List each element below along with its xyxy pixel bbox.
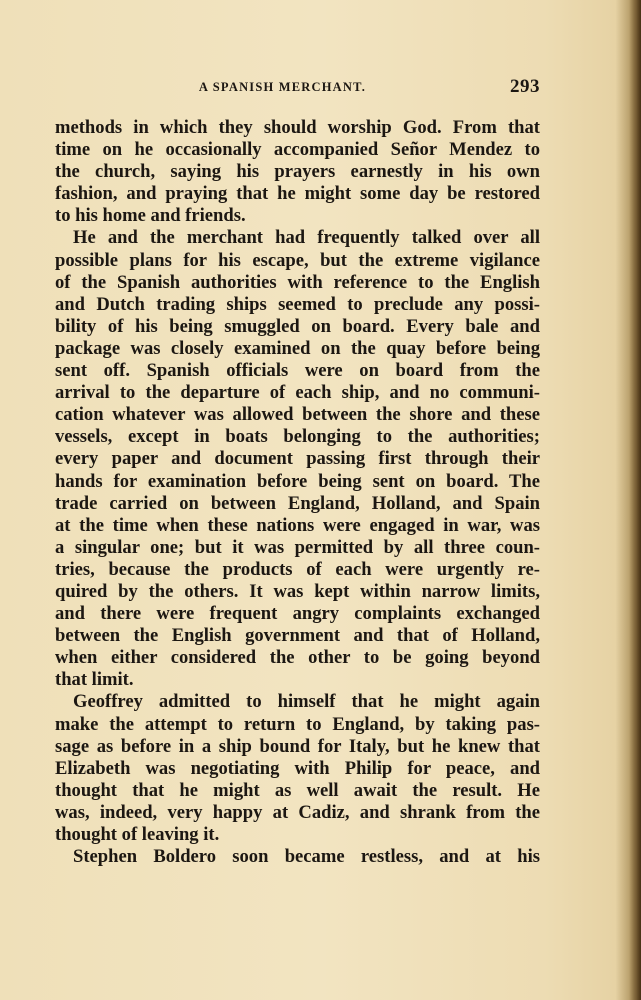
text-line: and there were frequent angry complaints exchanged (55, 603, 540, 625)
text-line: a singular one; but it was permitted by all three coun- (55, 536, 540, 558)
page-edge-shadow (629, 0, 641, 1000)
text-line: arrival to the departure of each ship, and no communi- (55, 382, 540, 404)
running-head (55, 76, 540, 100)
text-line: quired by the others. It was kept within narrow limits, (55, 580, 540, 602)
text-line: bility of his being smuggled on board. Every bale and (55, 315, 540, 337)
text-line: thought of leaving it. (55, 824, 220, 845)
text-line: between the English government and that of Holland, (55, 625, 540, 647)
text-line: Geoffrey admitted to himself that he might again (73, 691, 540, 713)
text-line: Stephen Boldero soon became restless, and at his (73, 846, 540, 868)
text-line: at the time when these nations were engaged in war, was (55, 514, 540, 536)
text-line: cation whatever was allowed between the shore and these (55, 404, 540, 426)
text-line: make the attempt to return to England, by taking pas- (55, 713, 540, 735)
text-line: vessels, except in boats belonging to the authorities; (55, 426, 540, 448)
text-line: time on he occasionally accompanied Señor Mendez to (55, 139, 540, 161)
text-line: Elizabeth was negotiating with Philip for peace, and (55, 757, 540, 779)
text-line: was, indeed, very happy at Cadiz, and shrank from the (55, 801, 540, 823)
text-line: sent off. Spanish officials were on board from the (55, 360, 540, 382)
text-line: the church, saying his prayers earnestly in his own (55, 161, 540, 183)
page-number: 293 (510, 76, 540, 97)
text-line: package was closely examined on the quay before being (55, 337, 540, 359)
text-line: thought that he might as well await the result. He (55, 779, 540, 801)
text-line: of the Spanish authorities with reference to the English (55, 271, 540, 293)
text-line: when either considered the other to be going beyond (55, 647, 540, 669)
running-title: A SPANISH MERCHANT. (198, 80, 367, 94)
text-line: He and the merchant had frequently talked over all (73, 227, 540, 249)
text-line: hands for examination before being sent on board. The (55, 470, 540, 492)
text-line: methods in which they should worship God. From that (55, 117, 540, 138)
text-line: possible plans for his escape, but the extreme vigilance (55, 249, 540, 271)
text-line: trade carried on between England, Holland, and Spain (55, 492, 540, 514)
text-line: and Dutch trading ships seemed to preclude any possi- (55, 293, 540, 315)
text-line: sage as before in a ship bound for Italy, but he knew that (55, 735, 540, 757)
body-text (55, 117, 540, 868)
text-line: every paper and document passing first through their (55, 448, 540, 470)
text-line: tries, because the products of each were urgently re- (55, 558, 540, 580)
text-line: fashion, and praying that he might some day be restored (55, 183, 540, 205)
text-line: to his home and friends. (55, 205, 246, 227)
text-line: that limit. (55, 669, 134, 691)
